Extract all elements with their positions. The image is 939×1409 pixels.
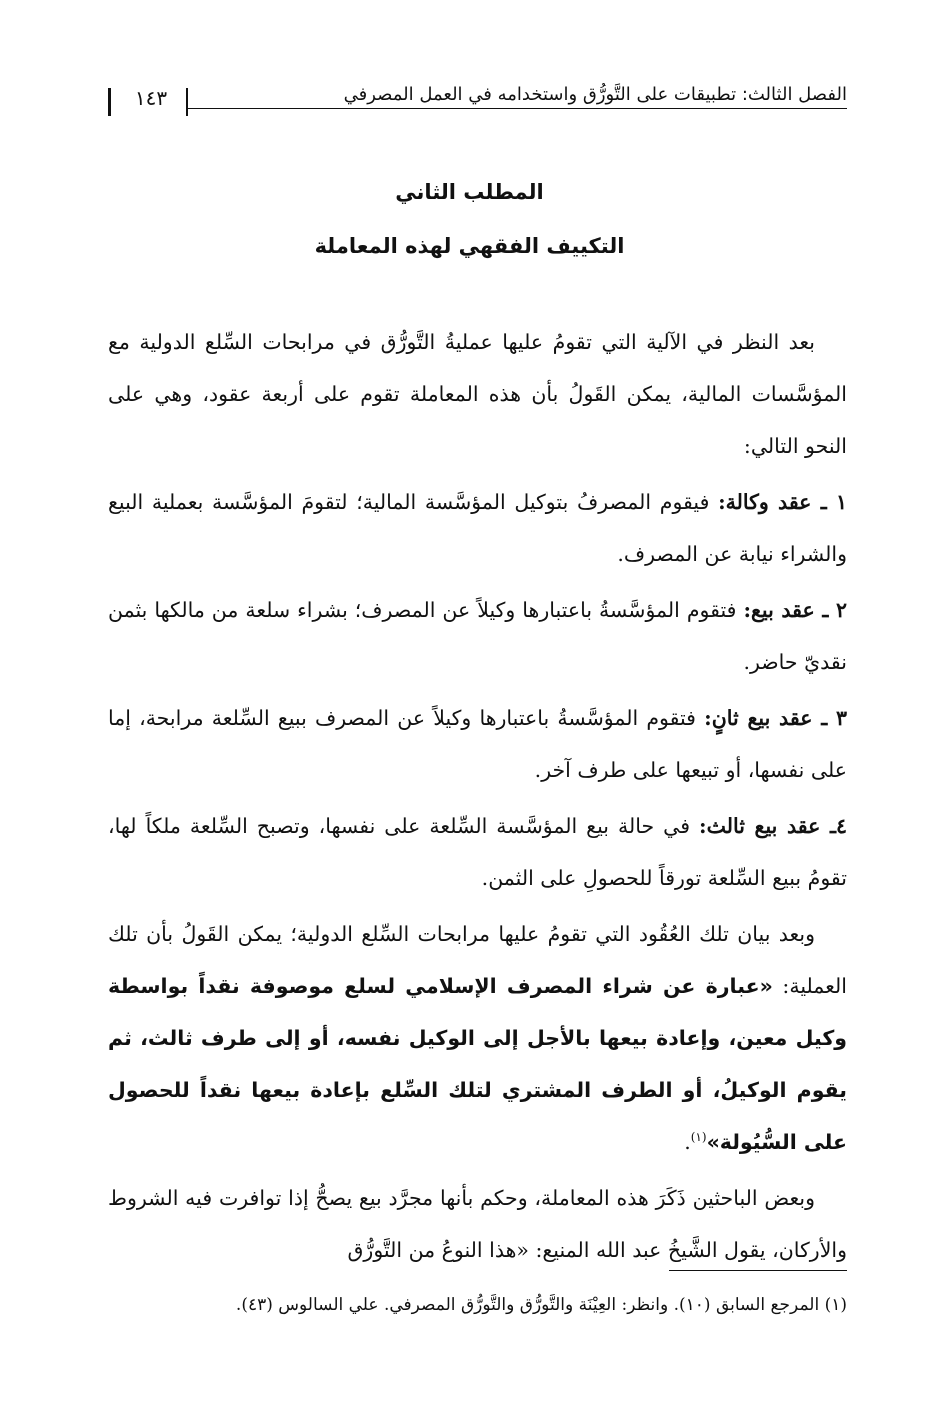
definition-quote: «عبارة عن شراء المصرف الإسلامي لسلع موصوفة نقداً بواسطة وكيل معين، وإعادة بيعها بالأجل إلى الوكيل نفسه، أو إلى طرف ثالث، ثم يقوم الوكيلُ، أو الطرف المشتري لتلك السِّلع بإعادة بيعها نقداً للحصول على السُّيُولة» [108,974,847,1154]
running-header [108,82,847,118]
list-item-2 [108,584,847,688]
footnote-rule [669,1270,847,1271]
list-item-4 [108,800,847,904]
paragraph-last: وبعض الباحثين ذَكَرَ هذه المعاملة، وحكم بأنها مجرَّد بيع يصحُّ إذا توافرت فيه الشروط والأركان، يقول الشَّيخُ عبد الله المنيع: «هذا النوعُ من التَّورُّق [108,1186,847,1262]
header-edge-bar [108,88,111,116]
section-subtitle: التكييف الفقهي لهذه المعاملة [314,234,625,258]
list-item-3 [108,692,847,796]
list-item-2-text: فتقوم المؤسَّسةُ باعتبارها وكيلاً عن المصرف؛ بشراء سلعة من مالكها بثمن نقديّ حاضر. [108,598,847,674]
list-item-2-label: ٢ ـ عقد بيع: [743,598,847,622]
list-item-4-label: ٤ـ عقد بيع ثالث: [699,814,847,838]
footnote: (١) المرجع السابق (١٠). وانظر: العِيْنَة والتَّورُّق والتَّورُّق المصرفي. علي السالوس (٤٣). [235,1295,847,1315]
list-item-3-text: فتقوم المؤسَّسةُ باعتبارها وكيلاً عن المصرف ببيع السِّلعة مرابحة، إما على نفسها، أو تبيعها على طرف آخر. [108,706,847,782]
definition-lead: وبعد بيان تلك العُقُود التي تقومُ عليها مرابحات السِّلع الدولية؛ يمكن القَولُ بأن تلك العملية: [108,922,847,998]
header-divider [186,88,188,116]
paragraph-intro: بعد النظر في الآلية التي تقومُ عليها عمليةُ التَّورُّق في مرابحات السِّلع الدولية مع المؤسَّسات المالية، يمكن القَولُ بأن هذه المعاملة تقوم على أربعة عقود، وهي على النحو التالي: [108,330,847,458]
header-rule [186,108,847,109]
section-heading: المطلب الثاني [395,180,544,204]
body-text [108,316,847,1280]
page-number: ١٤٣ [134,86,168,110]
list-item-4-text: في حالة بيع المؤسَّسة السِّلعة على نفسها، وتصبح السِّلعة ملكاً لها، تقومُ ببيع السِّلعة تورقاً للحصولِ على الثمن. [108,814,847,890]
list-item-3-label: ٣ ـ عقد بيع ثانٍ: [704,706,847,730]
list-item-1 [108,476,847,580]
list-item-1-label: ١ ـ عقد وكالة: [718,490,848,514]
chapter-title: الفصل الثالث: تطبيقات على التَّورُّق واستخدامه في العمل المصرفي [343,84,847,105]
definition-end: . [684,1130,691,1154]
list-item-1-text: فيقوم المصرفُ بتوكيل المؤسَّسة المالية؛ لتقومَ المؤسَّسة بعملية البيع والشراء نيابة عن المصرف. [108,490,847,566]
paragraph-definition [108,908,847,1168]
footnote-reference[interactable]: (١) [690,1130,707,1145]
